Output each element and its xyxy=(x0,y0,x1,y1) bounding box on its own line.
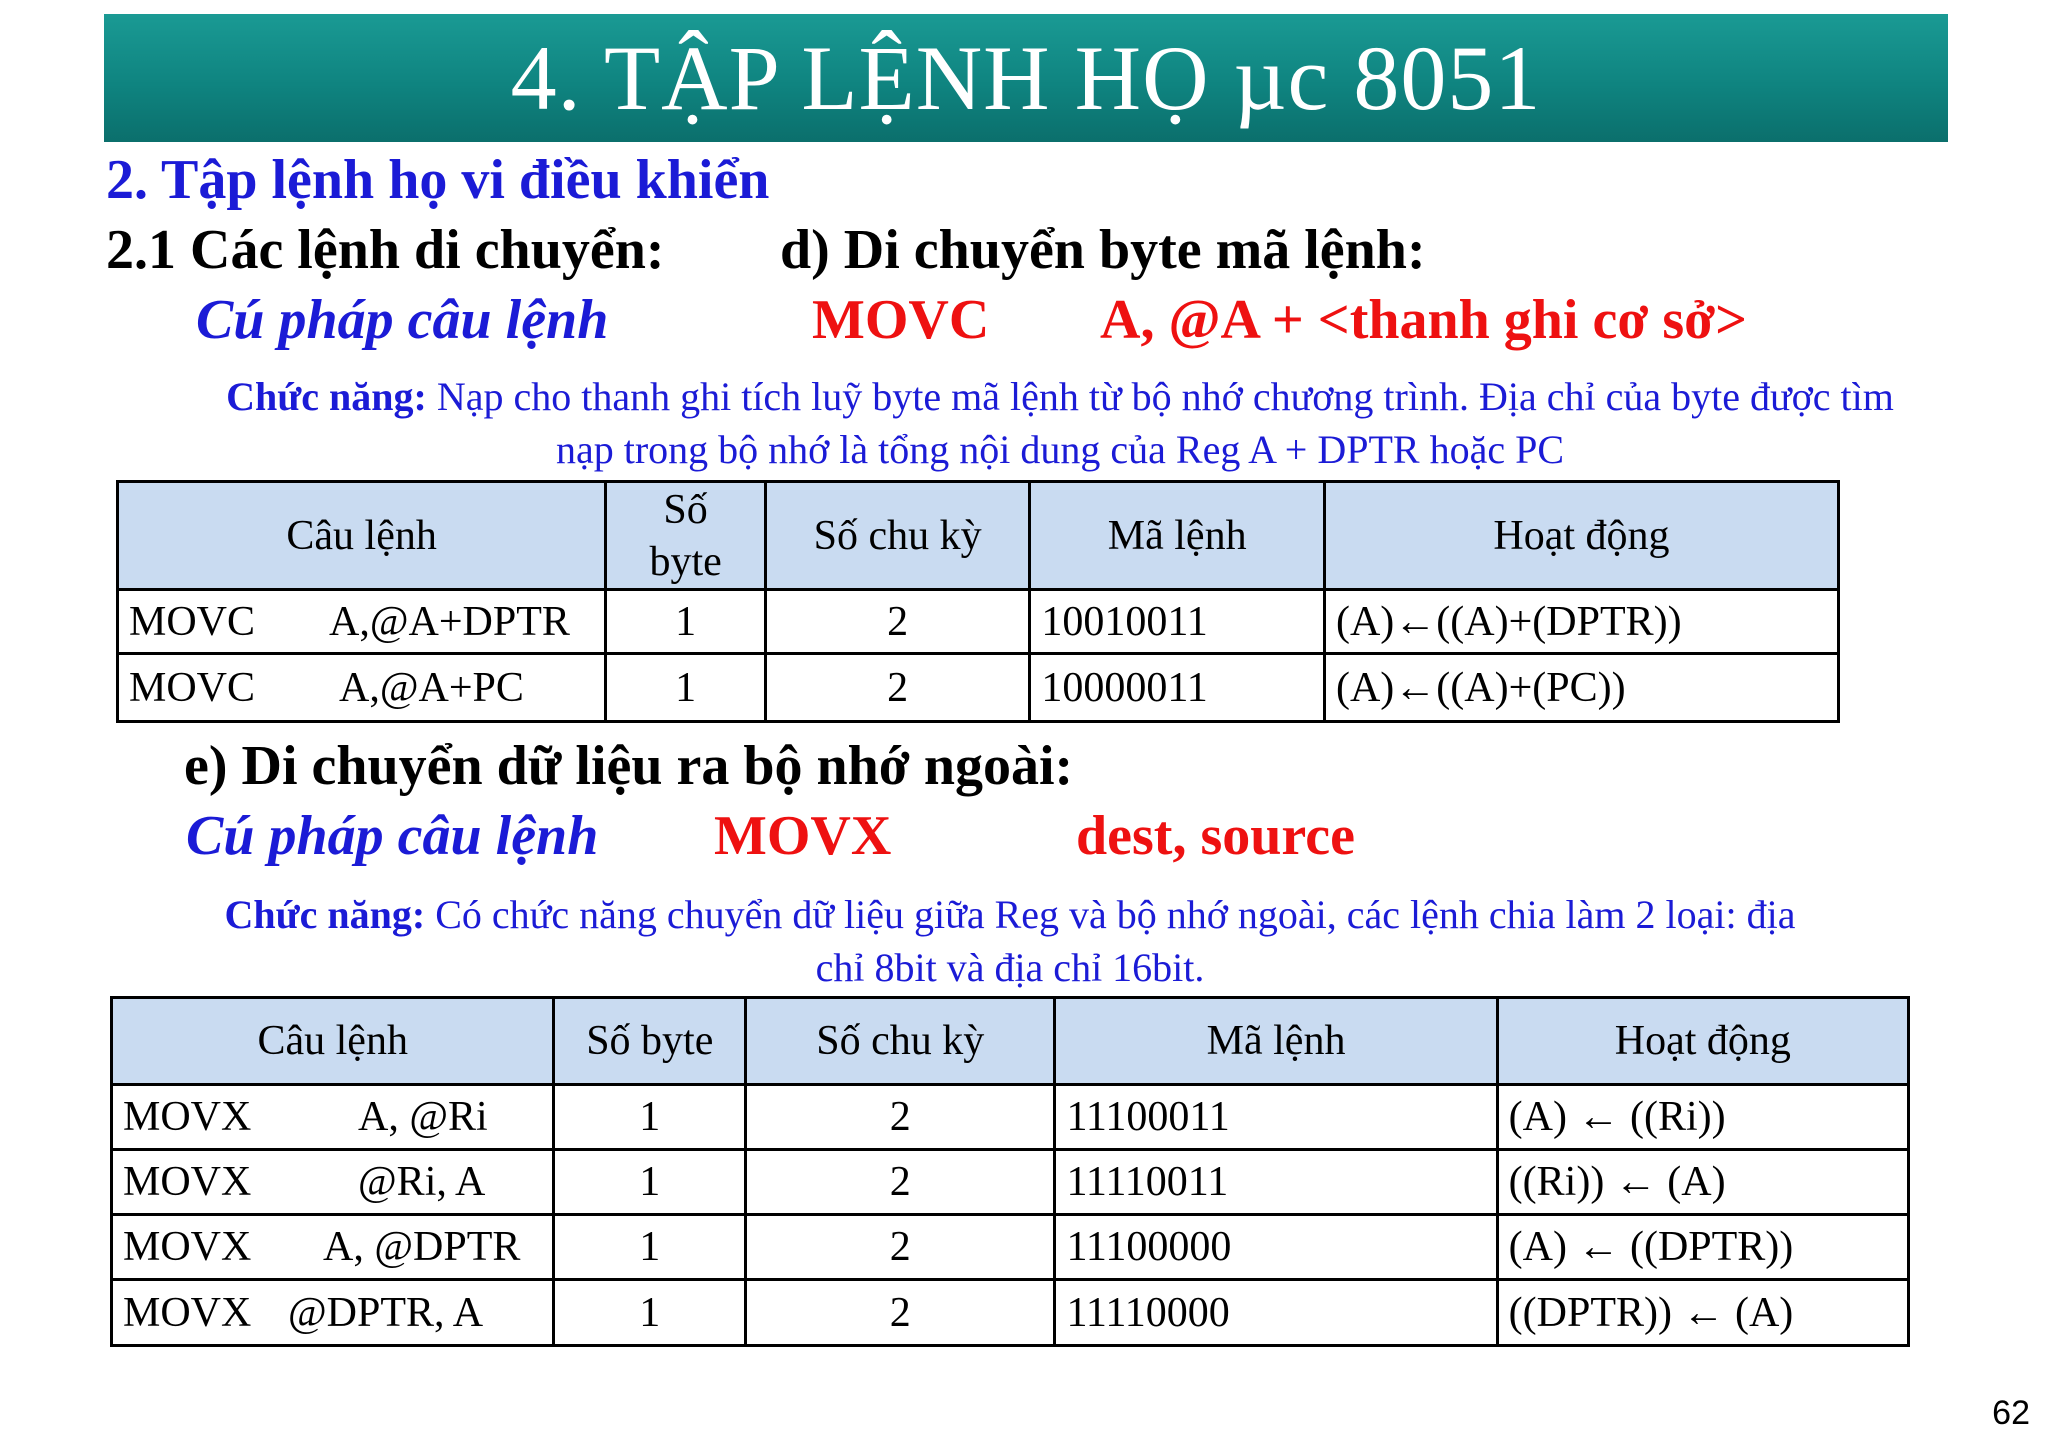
instruction-cell: MOVX A, @Ri xyxy=(112,1085,554,1150)
cycles-cell: 2 xyxy=(765,590,1029,654)
cycles-cell: 2 xyxy=(746,1215,1055,1280)
section-heading: 2. Tập lệnh họ vi điều khiển xyxy=(106,149,770,211)
operation-cell: (A) ← ((DPTR)) xyxy=(1497,1215,1908,1280)
header-bytes: Số byte xyxy=(554,998,746,1085)
header-operation: Hoạt động xyxy=(1497,998,1908,1085)
opcode-cell: 11100011 xyxy=(1055,1085,1497,1150)
opcode-cell: 11110011 xyxy=(1055,1150,1497,1215)
table-row xyxy=(112,1215,1909,1280)
table-row xyxy=(112,1085,1909,1150)
opcode-cell: 11100000 xyxy=(1055,1215,1497,1280)
operation-cell: ((DPTR)) ← (A) xyxy=(1497,1280,1908,1346)
header-opcode: Mã lệnh xyxy=(1030,482,1325,590)
instruction-cell: MOVX @DPTR, A xyxy=(112,1280,554,1346)
header-bytes: Số byte xyxy=(606,482,766,590)
instruction-cell: MOVX @Ri, A xyxy=(112,1150,554,1215)
bytes-cell: 1 xyxy=(554,1150,746,1215)
cycles-cell: 2 xyxy=(746,1280,1055,1346)
slide-title: 4. TẬP LỆNH HỌ µc 8051 xyxy=(510,27,1542,129)
part-e-syntax-operands: dest, source xyxy=(1076,805,1355,867)
operation-cell: ((Ri)) ← (A) xyxy=(1497,1150,1908,1215)
bytes-cell: 1 xyxy=(554,1280,746,1346)
instruction-cell: MOVC A,@A+PC xyxy=(118,654,606,722)
subsection-heading: 2.1 Các lệnh di chuyển: xyxy=(106,219,665,281)
bytes-cell: 1 xyxy=(554,1215,746,1280)
operation-cell: (A)←((A)+(PC)) xyxy=(1324,654,1838,722)
table-row xyxy=(112,1280,1909,1346)
movx-table-header xyxy=(112,998,1909,1085)
part-d-syntax-operands: A, @A + <thanh ghi cơ sở> xyxy=(1100,289,1748,351)
part-d-function-label: Chức năng: xyxy=(226,374,427,419)
header-instruction: Câu lệnh xyxy=(118,482,606,590)
part-d-function-line1: Chức năng: Nạp cho thanh ghi tích luỹ byte mã lệnh từ bộ nhớ chương trình. Địa chỉ của byte được tìm xyxy=(226,374,1894,419)
bytes-cell: 1 xyxy=(606,654,766,722)
movx-table xyxy=(110,996,1910,1347)
movc-table xyxy=(116,480,1840,723)
part-d-syntax-mnemonic: MOVC xyxy=(812,289,990,351)
bytes-cell: 1 xyxy=(606,590,766,654)
opcode-cell: 11110000 xyxy=(1055,1280,1497,1346)
cycles-cell: 2 xyxy=(765,654,1029,722)
operation-cell: (A) ← ((Ri)) xyxy=(1497,1085,1908,1150)
cycles-cell: 2 xyxy=(746,1085,1055,1150)
header-instruction: Câu lệnh xyxy=(112,998,554,1085)
part-d-heading: d) Di chuyển byte mã lệnh: xyxy=(780,219,1426,281)
operation-cell: (A)←((A)+(DPTR)) xyxy=(1324,590,1838,654)
table-row xyxy=(118,654,1839,722)
cycles-cell: 2 xyxy=(746,1150,1055,1215)
header-cycles: Số chu kỳ xyxy=(765,482,1029,590)
instruction-cell: MOVC A,@A+DPTR xyxy=(118,590,606,654)
opcode-cell: 10010011 xyxy=(1030,590,1325,654)
movc-table-header xyxy=(118,482,1839,590)
instruction-cell: MOVX A, @DPTR xyxy=(112,1215,554,1280)
header-opcode: Mã lệnh xyxy=(1055,998,1497,1085)
header-operation: Hoạt động xyxy=(1324,482,1838,590)
part-e-function-line1: Chức năng: Có chức năng chuyển dữ liệu giữa Reg và bộ nhớ ngoài, các lệnh chia làm 2 loại: địa xyxy=(224,892,1796,937)
part-e-function xyxy=(110,888,1910,994)
opcode-cell: 10000011 xyxy=(1030,654,1325,722)
table-row xyxy=(118,590,1839,654)
part-d-function-line2: nạp trong bộ nhớ là tổng nội dung của Reg A + DPTR hoặc PC xyxy=(555,427,1565,472)
page-number: 62 xyxy=(1992,1394,2030,1432)
part-e-function-label: Chức năng: xyxy=(224,892,426,937)
part-d-function xyxy=(120,370,2000,476)
title-bar xyxy=(104,14,1948,142)
bytes-cell: 1 xyxy=(554,1085,746,1150)
table-row xyxy=(112,1150,1909,1215)
part-d-syntax-label: Cú pháp câu lệnh xyxy=(196,289,609,351)
header-cycles: Số chu kỳ xyxy=(746,998,1055,1085)
part-e-heading: e) Di chuyển dữ liệu ra bộ nhớ ngoài: xyxy=(184,735,1074,797)
part-e-syntax-label: Cú pháp câu lệnh xyxy=(186,805,599,867)
part-e-function-line2: chỉ 8bit và địa chỉ 16bit. xyxy=(815,945,1205,990)
part-e-syntax-mnemonic: MOVX xyxy=(714,805,892,867)
